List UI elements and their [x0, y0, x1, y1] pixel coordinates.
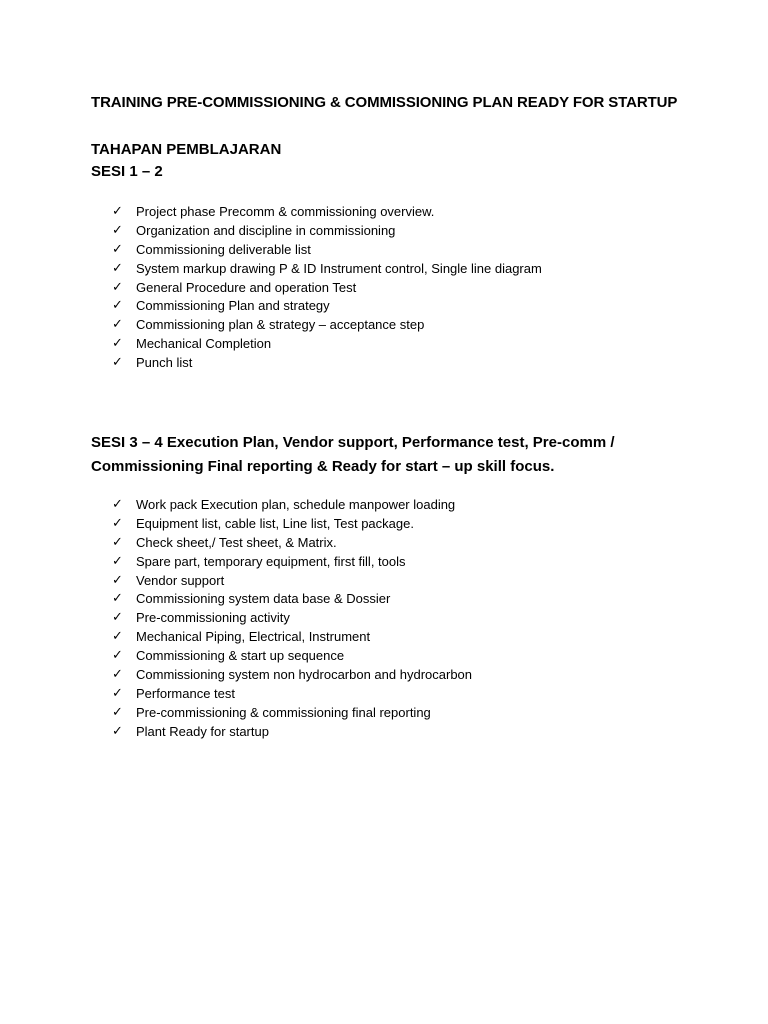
checkmark-icon: ✓: [112, 667, 123, 683]
list-item-text: Check sheet,/ Test sheet, & Matrix.: [136, 534, 337, 550]
list-item-text: Pre-commissioning activity: [136, 610, 290, 626]
list-item-text: System markup drawing P & ID Instrument control, Single line diagram: [136, 260, 542, 276]
list-item: [112, 723, 472, 742]
checkmark-icon: ✓: [112, 534, 123, 550]
session-3-4-heading: [91, 431, 711, 479]
heading-sesi-1-2: SESI 1 – 2: [91, 163, 163, 180]
checkmark-icon: ✓: [112, 279, 123, 295]
list-item: [112, 260, 542, 279]
list-item: [112, 666, 472, 685]
checkmark-icon: ✓: [112, 222, 123, 238]
list-item-text: Commissioning plan & strategy – acceptance step: [136, 317, 425, 333]
list-item-text: Commissioning Plan and strategy: [136, 298, 330, 314]
checkmark-icon: ✓: [112, 355, 123, 371]
list-item-text: Mechanical Completion: [136, 336, 272, 352]
list-item: [112, 572, 472, 591]
list-item: [112, 222, 542, 241]
list-item-text: Pre-commissioning & commissioning final reporting: [136, 704, 431, 720]
list-item-text: Project phase Precomm & commissioning overview.: [136, 204, 435, 219]
list-item-text: General Procedure and operation Test: [136, 279, 357, 295]
list-item: [112, 316, 542, 335]
checkmark-icon: ✓: [112, 515, 123, 531]
session-3-4-heading-line2: Commissioning Final reporting & Ready for start – up skill focus.: [91, 458, 555, 475]
list-item: [112, 590, 472, 609]
list-item: [112, 685, 472, 704]
list-item: [112, 496, 472, 515]
checkmark-icon: ✓: [112, 648, 123, 664]
list-item: [112, 241, 542, 260]
checkmark-icon: ✓: [112, 204, 123, 219]
list-item-text: Vendor support: [136, 572, 225, 588]
checkmark-icon: ✓: [112, 591, 123, 607]
list-item-text: Commissioning & start up sequence: [136, 648, 345, 664]
session-1-2-list: [112, 203, 542, 373]
list-item-text: Spare part, temporary equipment, first fill, tools: [136, 553, 406, 569]
list-item: [112, 609, 472, 628]
checkmark-icon: ✓: [112, 723, 123, 739]
checkmark-icon: ✓: [112, 260, 123, 276]
list-item: [112, 515, 472, 534]
list-item: [112, 704, 472, 723]
checkmark-icon: ✓: [112, 497, 123, 512]
session-3-4-heading-line1: SESI 3 – 4 Execution Plan, Vendor support, Performance test, Pre-comm /: [91, 434, 615, 451]
list-item-text: Organization and discipline in commissioning: [136, 222, 396, 238]
document-title: TRAINING PRE-COMMISSIONING & COMMISSIONING PLAN READY FOR STARTUP: [91, 94, 678, 111]
list-item-text: Performance test: [136, 685, 235, 701]
list-item-text: Mechanical Piping, Electrical, Instrument: [136, 629, 371, 645]
list-item: [112, 534, 472, 553]
checkmark-icon: ✓: [112, 553, 123, 569]
list-item: [112, 553, 472, 572]
checkmark-icon: ✓: [112, 317, 123, 333]
list-item-text: Commissioning system non hydrocarbon and hydrocarbon: [136, 667, 473, 683]
checkmark-icon: ✓: [112, 704, 123, 720]
list-item: [112, 628, 472, 647]
checkmark-icon: ✓: [112, 629, 123, 645]
session-3-4-list: [112, 496, 472, 742]
list-item: [112, 354, 542, 373]
list-item-text: Punch list: [136, 355, 193, 371]
list-item: [112, 335, 542, 354]
list-item-text: Equipment list, cable list, Line list, Test package.: [136, 515, 414, 531]
list-item-text: Work pack Execution plan, schedule manpower loading: [136, 497, 456, 512]
list-item: [112, 279, 542, 298]
list-item-text: Plant Ready for startup: [136, 723, 269, 739]
list-item: [112, 647, 472, 666]
checkmark-icon: ✓: [112, 241, 123, 257]
checkmark-icon: ✓: [112, 610, 123, 626]
checkmark-icon: ✓: [112, 298, 123, 314]
list-item-text: Commissioning system data base & Dossier: [136, 591, 391, 607]
checkmark-icon: ✓: [112, 572, 123, 588]
list-item: [112, 203, 542, 222]
checkmark-icon: ✓: [112, 685, 123, 701]
heading-tahapan: TAHAPAN PEMBLAJARAN: [91, 141, 282, 158]
section-heading: [91, 139, 281, 183]
checkmark-icon: ✓: [112, 336, 123, 352]
list-item: [112, 297, 542, 316]
list-item-text: Commissioning deliverable list: [136, 241, 311, 257]
